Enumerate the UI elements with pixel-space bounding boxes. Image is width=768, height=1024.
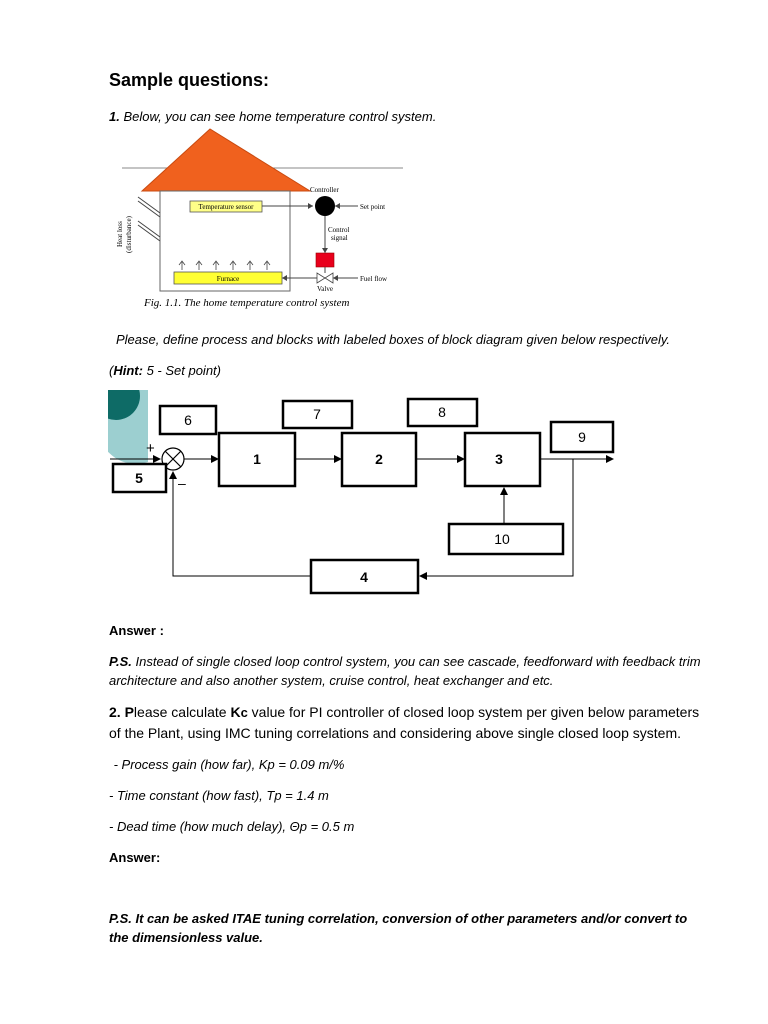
question-1 [109,107,436,126]
disturbance-label: (disturbance) [125,216,133,253]
house-roof [142,129,310,191]
home-temperature-figure [110,125,410,315]
block-5-label: 5 [135,470,143,486]
block-6-label: 6 [184,412,192,428]
question-2: 2. Please calculate Kc value for PI controller of closed loop system per given below parameters of the Plant, using IMC tuning correlations and considering above single closed loop system. [109,704,700,741]
controller-label: Controller [310,186,339,194]
answer-1-label: Answer : [109,623,164,638]
param-process-gain: - Process gain (how far), Kp = 0.09 m/% [110,757,345,772]
fuel-flow-label: Fuel flow [360,275,388,283]
control-signal-label-2: signal [331,234,348,242]
valve-icon [317,273,325,283]
block-10-label: 10 [494,531,510,547]
figure-caption: Fig. 1.1. The home temperature control system [144,297,350,309]
heat-loss-arrow [138,197,160,213]
ps-1-label: P.S. [109,654,132,669]
block-9-label: 9 [578,429,586,445]
controller-circle [315,196,335,216]
param-dead-time: - Dead time (how much delay), Θp = 0.5 m [109,819,355,834]
kc-symbol: K [230,704,241,720]
plus-sign: + [146,440,155,457]
question-1-text: Below, you can see home temperature control system. [123,109,437,124]
temperature-sensor-label: Temperature sensor [198,203,254,211]
page-title: Sample questions: [109,70,270,90]
block-diagram [108,390,628,610]
instruction-text: Please, define process and blocks with labeled boxes of block diagram given below respectively. [116,332,671,347]
block-4-label: 4 [360,569,368,585]
question-1-number: 1. [109,109,120,124]
block-1-label: 1 [253,451,261,467]
feedback-return-line [173,472,311,576]
answer-2-label: Answer: [109,850,161,865]
minus-sign: – [178,475,186,491]
valve-label: Valve [317,285,333,293]
heat-arrows [179,261,270,270]
set-point-label: Set point [360,203,386,211]
question-2-number: 2. [109,704,121,720]
ps-note-1: P.S. Instead of single closed loop control system, you can see cascade, feedforward with feedback trim architecture and also another system, cruise control, heat exchanger and etc. [109,654,701,688]
hint-text: (Hint: 5 - Set point) [109,363,221,378]
valve-actuator [316,253,334,267]
ps-note-2: P.S. It can be asked ITAE tuning correlation, conversion of other parameters and/or convert to the dimensionless value. [109,911,688,945]
block-8-label: 8 [438,404,446,420]
hint-label: Hint: [113,363,143,378]
block-3-label: 3 [495,451,503,467]
param-time-constant: - Time constant (how fast), Tp = 1.4 m [109,788,329,803]
block-2-label: 2 [375,451,383,467]
furnace-label: Furnace [216,275,240,283]
control-signal-label-1: Control [328,226,350,234]
heat-loss-label: Heat loss [116,221,124,247]
block-7-label: 7 [313,406,321,422]
